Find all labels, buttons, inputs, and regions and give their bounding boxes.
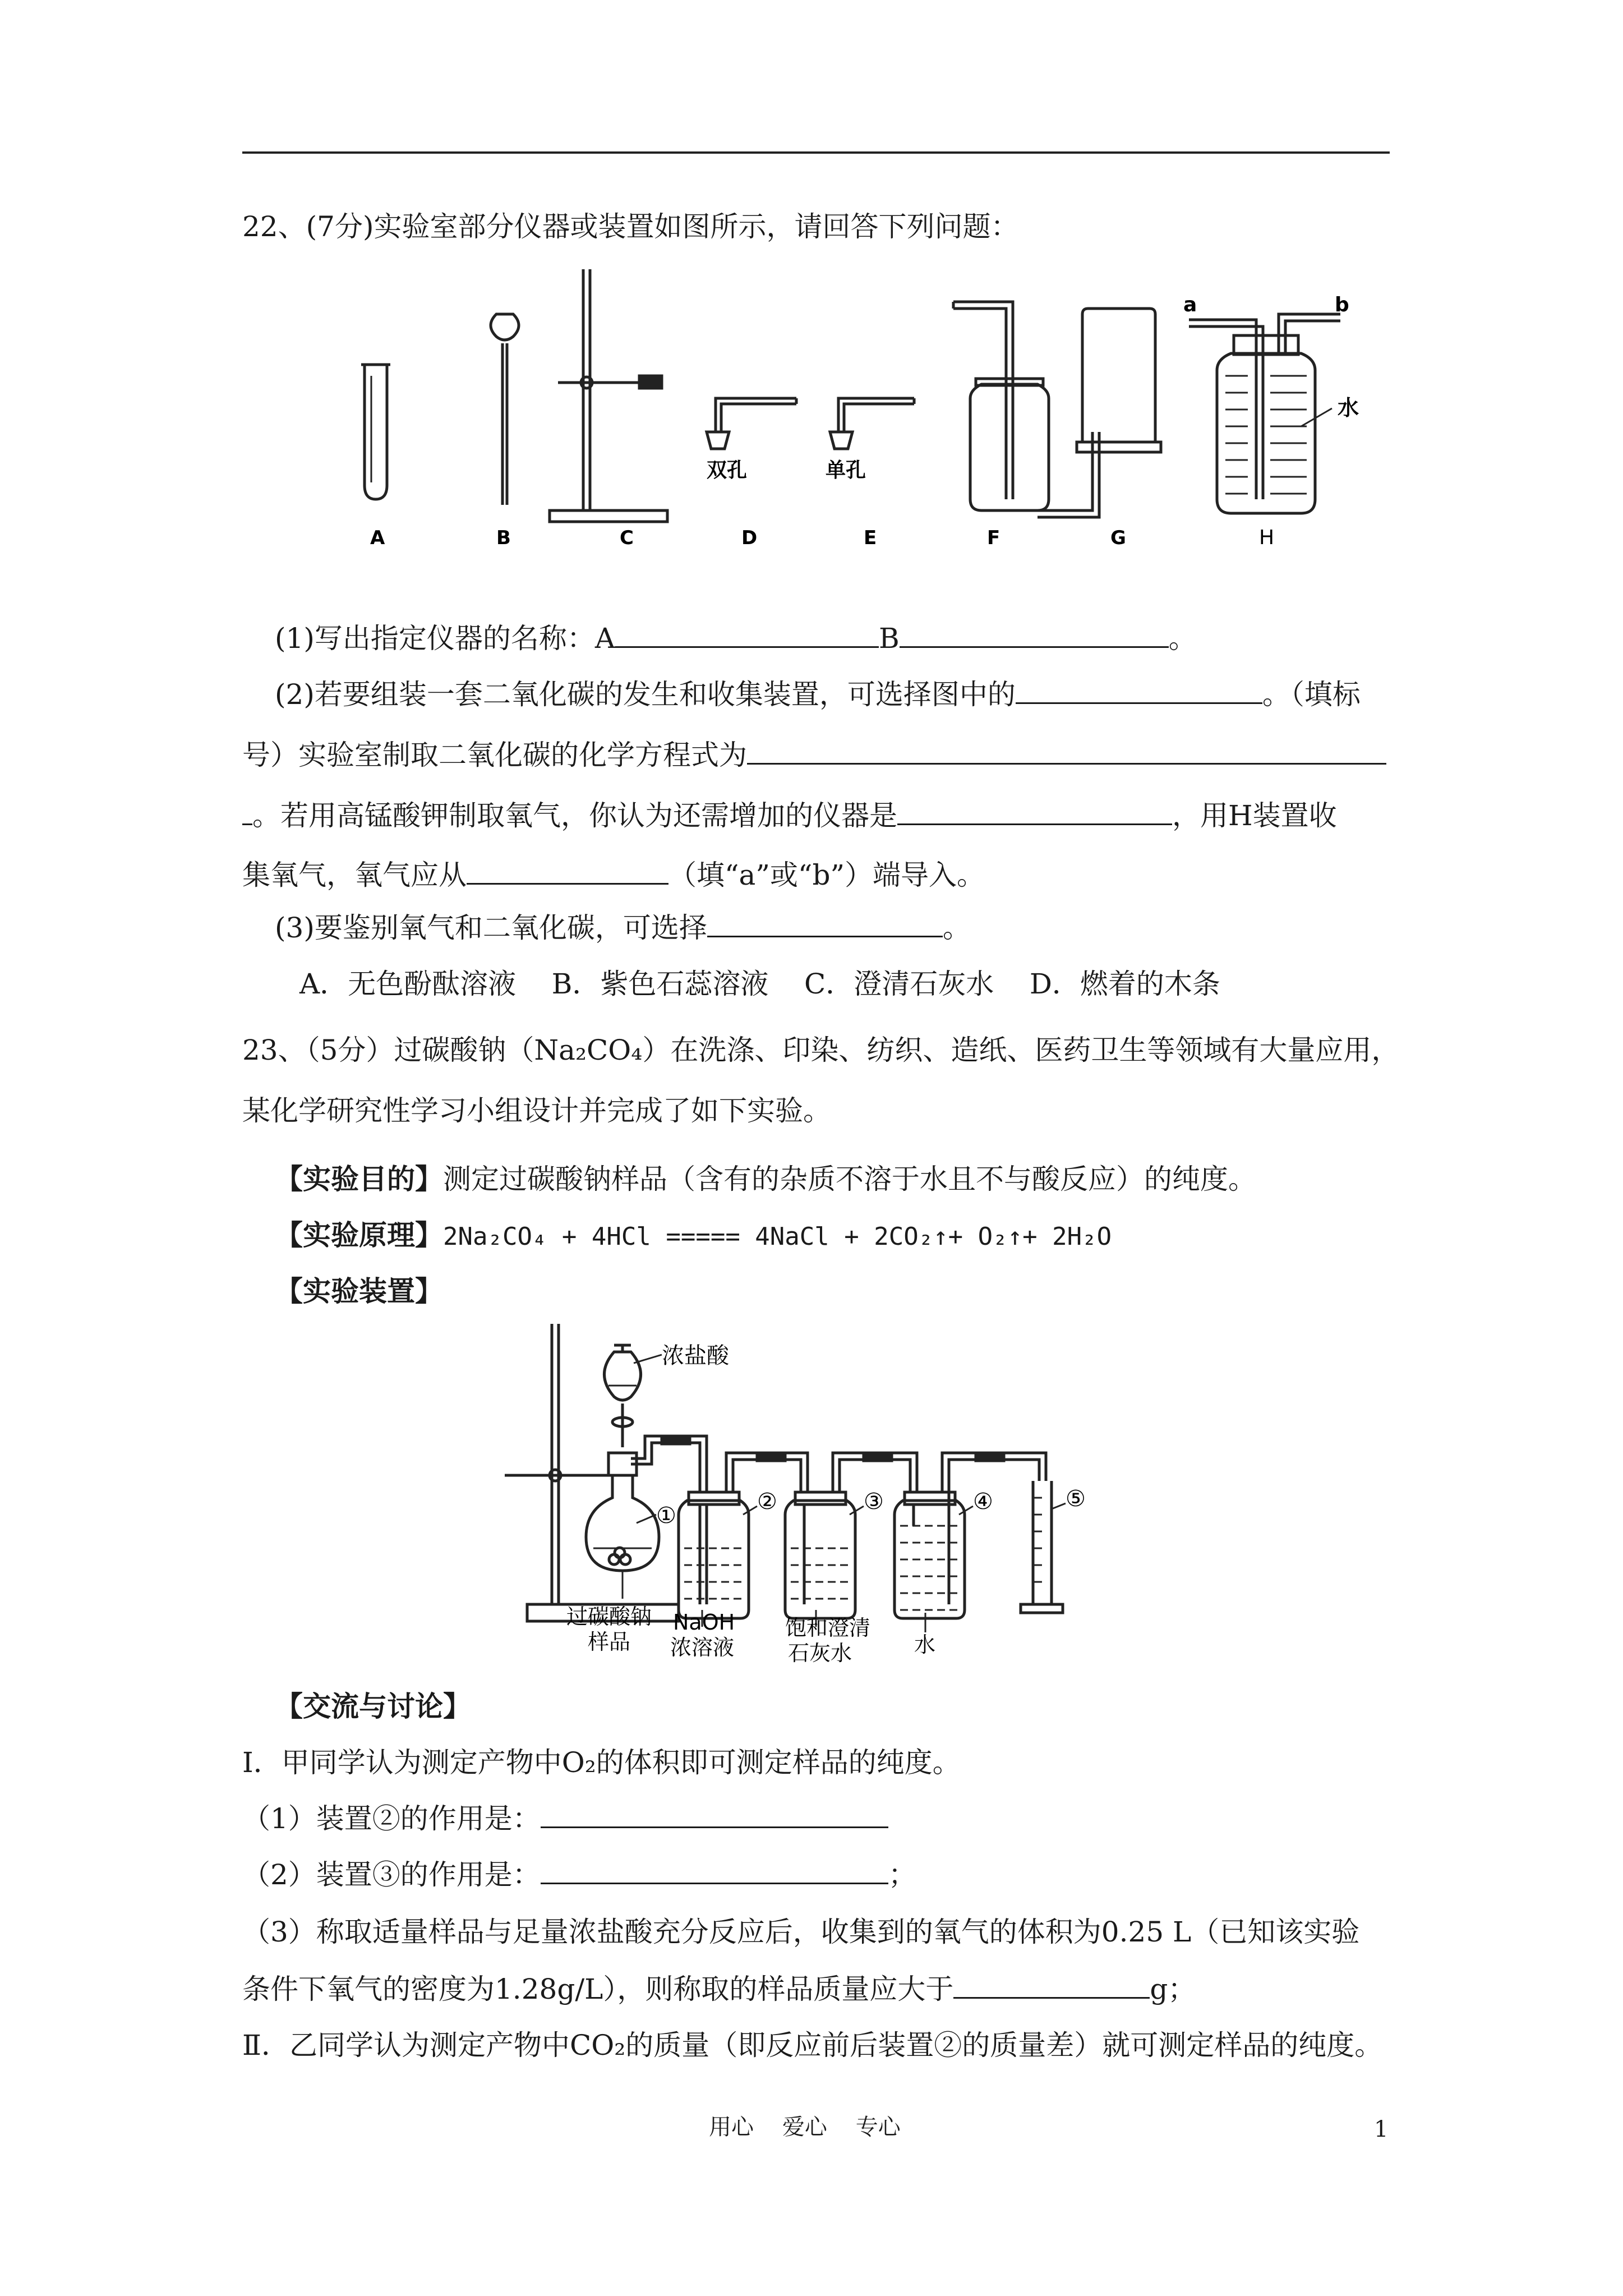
q23-apparatus-label: 【实验装置】: [275, 1274, 443, 1308]
q23-q3-line2: 条件下氧气的密度为1.28g/L），则称取的样品质量应大于 g；: [242, 1973, 1196, 2005]
q22-apparatus-figure: [336, 264, 1391, 555]
iron-stand-C: [550, 269, 667, 522]
label-C: C: [620, 527, 634, 549]
water-label: 水: [914, 1632, 936, 1657]
port-b: b: [1335, 293, 1349, 316]
acid-label: 浓盐酸: [662, 1343, 729, 1369]
q23-part2: Ⅱ．乙同学认为测定产物中CO₂的质量（即反应前后装置②的质量差）就可测定样品的纯度。: [242, 2029, 1383, 2062]
footer-motto: 用心 爱心 专心: [709, 2114, 901, 2140]
flask-number: ①: [656, 1503, 676, 1529]
q23-discussion-label: 【交流与讨论】: [275, 1690, 471, 1723]
port-a: a: [1183, 293, 1197, 316]
sample-label-1: 过碳酸钠: [566, 1604, 652, 1629]
q22-options: A．无色酚酞溶液 B．紫色石蕊溶液 C．澄清石灰水 D．燃着的木条: [299, 968, 1220, 1000]
q22-part3: (3)要鉴别氧气和二氧化碳，可选择 。: [275, 912, 971, 944]
naoh-label-1: NaOH: [673, 1610, 735, 1635]
gas-jar-F: [953, 302, 1049, 510]
naoh-label-2: 浓溶液: [670, 1635, 735, 1660]
page-number: 1: [1374, 2116, 1389, 2142]
q23-purpose: 【实验目的】测定过碳酸钠样品（含有的杂质不溶于水且不与酸反应）的纯度。: [275, 1162, 1256, 1195]
header-rule: [242, 151, 1390, 154]
label-F: F: [987, 527, 1000, 549]
q23-intro-1: 23、（5分）过碳酸钠（Na₂CO₄）在洗涤、印染、纺织、造纸、医药卫生等领域有大量应用，: [242, 1034, 1400, 1066]
label-B: B: [496, 527, 511, 549]
label-H: H: [1259, 526, 1275, 549]
stopper-E: [830, 398, 914, 449]
inverted-jar-G: [1038, 309, 1161, 517]
q23-part1: Ⅰ．甲同学认为测定产物中O₂的体积即可测定样品的纯度。: [242, 1746, 961, 1779]
caption-D: 双孔: [707, 459, 748, 482]
caption-E: 单孔: [826, 459, 866, 482]
q22-part2-line1: (2)若要组装一套二氧化碳的发生和收集装置，可选择图中的 。（填标: [275, 678, 1361, 711]
q23-apparatus-diagram: [494, 1313, 1223, 1672]
q23-principle: 【实验原理】2Na₂CO₄ + 4HCl ===== 4NaCl + 2CO₂↑+ O₂↑+ 2H₂O: [275, 1218, 1112, 1251]
test-tube-A: [361, 365, 390, 499]
q23-q2: （2）装置③的作用是： ；: [242, 1858, 916, 1891]
q22-intro: 22、(7分)实验室部分仪器或装置如图所示，请回答下列问题：: [242, 210, 1019, 243]
stopper-D: [707, 398, 796, 449]
q23-q1: （1）装置②的作用是：: [242, 1801, 888, 1837]
bottle-4-number: ④: [973, 1489, 993, 1515]
label-E: E: [864, 527, 877, 549]
bottle-2-number: ②: [757, 1489, 777, 1515]
water-label-H: 水: [1338, 395, 1359, 420]
wash-bottle-H: [1189, 314, 1340, 513]
lime-label-1: 饱和澄清: [785, 1616, 871, 1640]
q22-part2-line2: 号）实验室制取二氧化碳的化学方程式为: [242, 737, 1386, 773]
sample-label-2: 样品: [588, 1630, 631, 1654]
bottle-3-number: ③: [864, 1489, 884, 1515]
lime-label-2: 石灰水: [788, 1641, 852, 1665]
q23-q3-line1: （3）称取适量样品与足量浓盐酸充分反应后，收集到的氧气的体积为0.25 L（已知该实验: [242, 1916, 1360, 1948]
q23-intro-2: 某化学研究性学习小组设计并完成了如下实验。: [242, 1094, 831, 1127]
q22-part2-line3: 。若用高锰酸钾制取氧气，你认为还需增加的仪器是 ，用H装置收: [242, 798, 1337, 834]
q22-part1: (1)写出指定仪器的名称：A B 。: [275, 622, 1197, 655]
cylinder-number: ⑤: [1066, 1486, 1086, 1512]
label-D: D: [741, 527, 758, 549]
label-G: G: [1110, 527, 1126, 549]
q22-part2-line4: 集氧气，氧气应从 （填“a”或“b”）端导入。: [242, 859, 985, 891]
funnel-B: [491, 314, 519, 505]
label-A: A: [370, 527, 385, 549]
